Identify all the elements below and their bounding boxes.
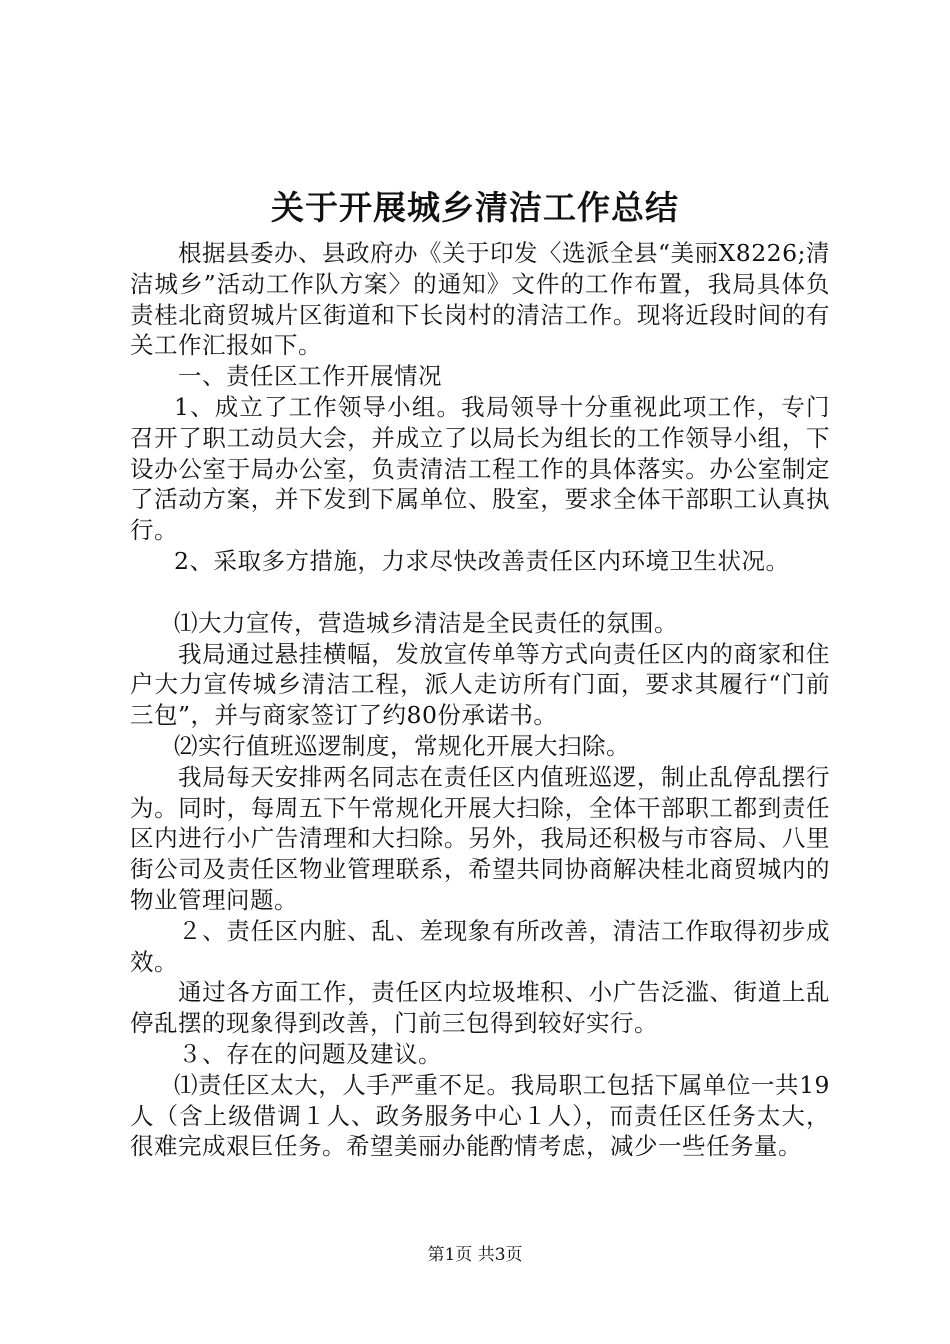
- paragraph-improvement-heading: ２、责任区内脏、乱、差现象有所改善，清洁工作取得初步成效。: [130, 916, 830, 976]
- subheading-patrol: ⑵实行值班巡逻制度，常规化开展大扫除。: [174, 731, 630, 760]
- document-title: 关于开展城乡清洁工作总结: [271, 188, 679, 227]
- paragraph-problems: ⑴责任区太大，人手严重不足。我局职工包括下属单位一共19人（含上级借调１人、政务服务中心１人），而责任区任务太大，很难完成艰巨任务。希望美丽办能酌情考虑，减少一些任务量。: [130, 1070, 830, 1161]
- document-body: [130, 238, 830, 1162]
- intro-paragraph: 根据县委办、县政府办《关于印发〈选派全县“美丽X8226;清洁城乡”活动工作队方案〉的通知》文件的工作布置，我局具体负责桂北商贸城片区街道和下长岗村的清洁工作。现将近段时间的有关工作汇报如下。: [130, 239, 830, 360]
- paragraph-patrol: 我局每天安排两名同志在责任区内值班巡逻，制止乱停乱摆行为。同时，每周五下午常规化开展大扫除，全体干部职工都到责任区内进行小广告清理和大扫除。另外，我局还积极与市容局、八里街公司及责任区物业管理联系，希望共同协商解决桂北商贸城内的物业管理问题。: [130, 762, 830, 914]
- paragraph-measures-heading: 2、采取多方措施，力求尽快改善责任区内环境卫生状况。: [174, 546, 790, 575]
- section-heading-1: 一、责任区工作开展情况: [178, 362, 442, 391]
- paragraph-improvement: 通过各方面工作，责任区内垃圾堆积、小广告泛滥、街道上乱停乱摆的现象得到改善，门前三包得到较好实行。: [130, 978, 830, 1038]
- paragraph-publicity: 我局通过悬挂横幅，发放宣传单等方式向责任区内的商家和住户大力宣传城乡清洁工程，派人走访所有门面，要求其履行“门前三包”，并与商家签订了约80份承诺书。: [130, 639, 830, 730]
- subheading-publicity: ⑴大力宣传，营造城乡清洁是全民责任的氛围。: [174, 608, 678, 637]
- paragraph-leadership-group: 1、成立了工作领导小组。我局领导十分重视此项工作，专门召开了职工动员大会，并成立了以局长为组长的工作领导小组，下设办公室于局办公室，负责清洁工程工作的具体落实。办公室制定了活动方案，并下发到下属单位、股室，要求全体干部职工认真执行。: [130, 392, 830, 545]
- page-footer: 第1页 共3页: [427, 1245, 523, 1265]
- paragraph-problems-heading: ３、存在的问题及建议。: [178, 1039, 442, 1068]
- paragraph-spacer: [130, 577, 830, 608]
